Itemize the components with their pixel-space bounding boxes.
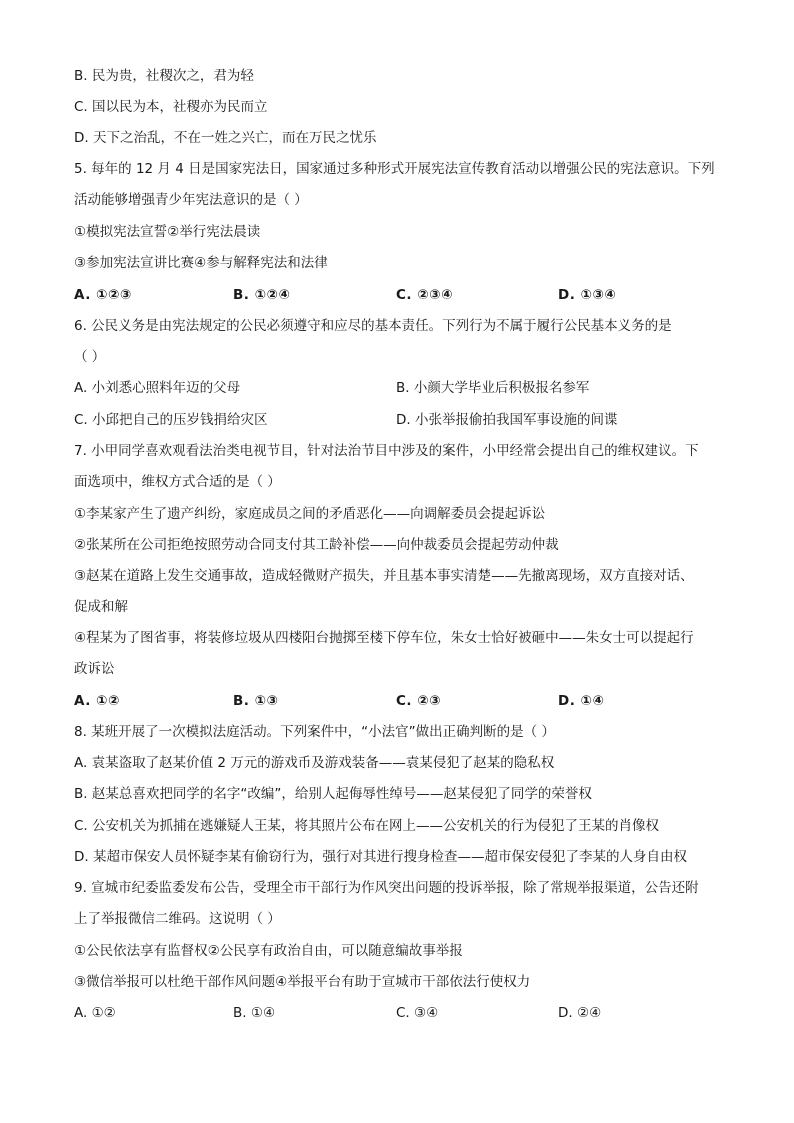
q5-items-line1: ①模拟宪法宣誓②举行宪法晨读 bbox=[74, 224, 261, 240]
q6-option-a: A. 小刘悉心照料年迈的父母 bbox=[74, 380, 241, 396]
q5-stem-line1: 5. 每年的 12 月 4 日是国家宪法日，国家通过多种形式开展宪法宣传教育活动以增强公民的宪法意识。下列 bbox=[74, 161, 715, 177]
q5-option-d: D. ①③④ bbox=[558, 287, 617, 303]
q8-option-b: B. 赵某总喜欢把同学的名字“改编”，给别人起侮辱性绰号——赵某侵犯了同学的荣誉权 bbox=[74, 786, 592, 802]
q9-stem-line2: 上了举报微信二维码。这说明（ ） bbox=[74, 911, 281, 927]
q8-stem: 8. 某班开展了一次模拟法庭活动。下列案件中，“小法官”做出正确判断的是（ ） bbox=[74, 724, 555, 740]
q8-option-c: C. 公安机关为抓捕在逃嫌疑人王某，将其照片公布在网上——公安机关的行为侵犯了王某的肖像权 bbox=[74, 818, 660, 834]
q9-option-a: A. ①② bbox=[74, 1005, 116, 1021]
q7-option-b: B. ①③ bbox=[233, 693, 279, 709]
q7-item3-line1: ③赵某在道路上发生交通事故，造成轻微财产损失，并且基本事实清楚——先撤离现场，双方直接对话、 bbox=[74, 568, 694, 584]
q9-option-b: B. ①④ bbox=[233, 1005, 276, 1021]
q5-items-line2: ③参加宪法宣讲比赛④参与解释宪法和法律 bbox=[74, 255, 328, 271]
q8-option-a: A. 袁某盗取了赵某价值 2 万元的游戏币及游戏装备——袁某侵犯了赵某的隐私权 bbox=[74, 755, 555, 771]
q5-option-a: A. ①②③ bbox=[74, 287, 132, 303]
q5-option-c: C. ②③④ bbox=[396, 287, 454, 303]
q5-option-b: B. ①②④ bbox=[233, 287, 291, 303]
q9-items-line2: ③微信举报可以杜绝干部作风问题④举报平台有助于宣城市干部依法行使权力 bbox=[74, 974, 531, 990]
q6-stem-line1: 6. 公民义务是由宪法规定的公民必须遵守和应尽的基本责任。下列行为不属于履行公民基本义务的是 bbox=[74, 318, 672, 334]
q7-item3-line2: 促成和解 bbox=[74, 599, 128, 615]
q8-option-d: D. 某超市保安人员怀疑李某有偷窃行为，强行对其进行搜身检查——超市保安侵犯了李某的人身自由权 bbox=[74, 849, 687, 865]
q9-option-d: D. ②④ bbox=[558, 1005, 602, 1021]
q7-stem-line1: 7. 小甲同学喜欢观看法治类电视节目，针对法治节目中涉及的案件，小甲经常会提出自己的维权建议。下 bbox=[74, 443, 699, 459]
q7-stem-line2: 面选项中，维权方式合适的是（ ） bbox=[74, 474, 281, 490]
q6-stem-line2: （ ） bbox=[74, 349, 106, 365]
q9-stem-line1: 9. 宣城市纪委监委发布公告，受理全市干部行为作风突出问题的投诉举报，除了常规举报渠道，公告还附 bbox=[74, 880, 699, 896]
q7-item4-line2: 政诉讼 bbox=[74, 661, 115, 677]
q7-item1: ①李某家产生了遗产纠纷，家庭成员之间的矛盾恶化——向调解委员会提起诉讼 bbox=[74, 506, 546, 522]
q4-option-b: B. 民为贵，社稷次之，君为轻 bbox=[74, 68, 254, 84]
q9-option-c: C. ③④ bbox=[396, 1005, 439, 1021]
q4-option-c: C. 国以民为本，社稷亦为民而立 bbox=[74, 99, 268, 115]
q7-item2: ②张某所在公司拒绝按照劳动合同支付其工龄补偿——向仲裁委员会提起劳动仲裁 bbox=[74, 537, 559, 553]
q7-option-d: D. ①④ bbox=[558, 693, 605, 709]
q7-option-a: A. ①② bbox=[74, 693, 120, 709]
q7-item4-line1: ④程某为了图省事，将装修垃圾从四楼阳台抛掷至楼下停车位，朱女士恰好被砸中——朱女士可以提起行 bbox=[74, 630, 694, 646]
q6-option-c: C. 小邱把自己的压岁钱捐给灾区 bbox=[74, 412, 268, 428]
q6-option-d: D. 小张举报偷拍我国军事设施的间谍 bbox=[396, 412, 618, 428]
q5-stem-line2: 活动能够增强青少年宪法意识的是（ ） bbox=[74, 192, 308, 208]
q4-option-d: D. 天下之治乱，不在一姓之兴亡，而在万民之忧乐 bbox=[74, 130, 377, 146]
q7-option-c: C. ②③ bbox=[396, 693, 442, 709]
q6-option-b: B. 小颜大学毕业后积极报名参军 bbox=[396, 380, 590, 396]
q9-items-line1: ①公民依法享有监督权②公民享有政治自由，可以随意编故事举报 bbox=[74, 943, 463, 959]
